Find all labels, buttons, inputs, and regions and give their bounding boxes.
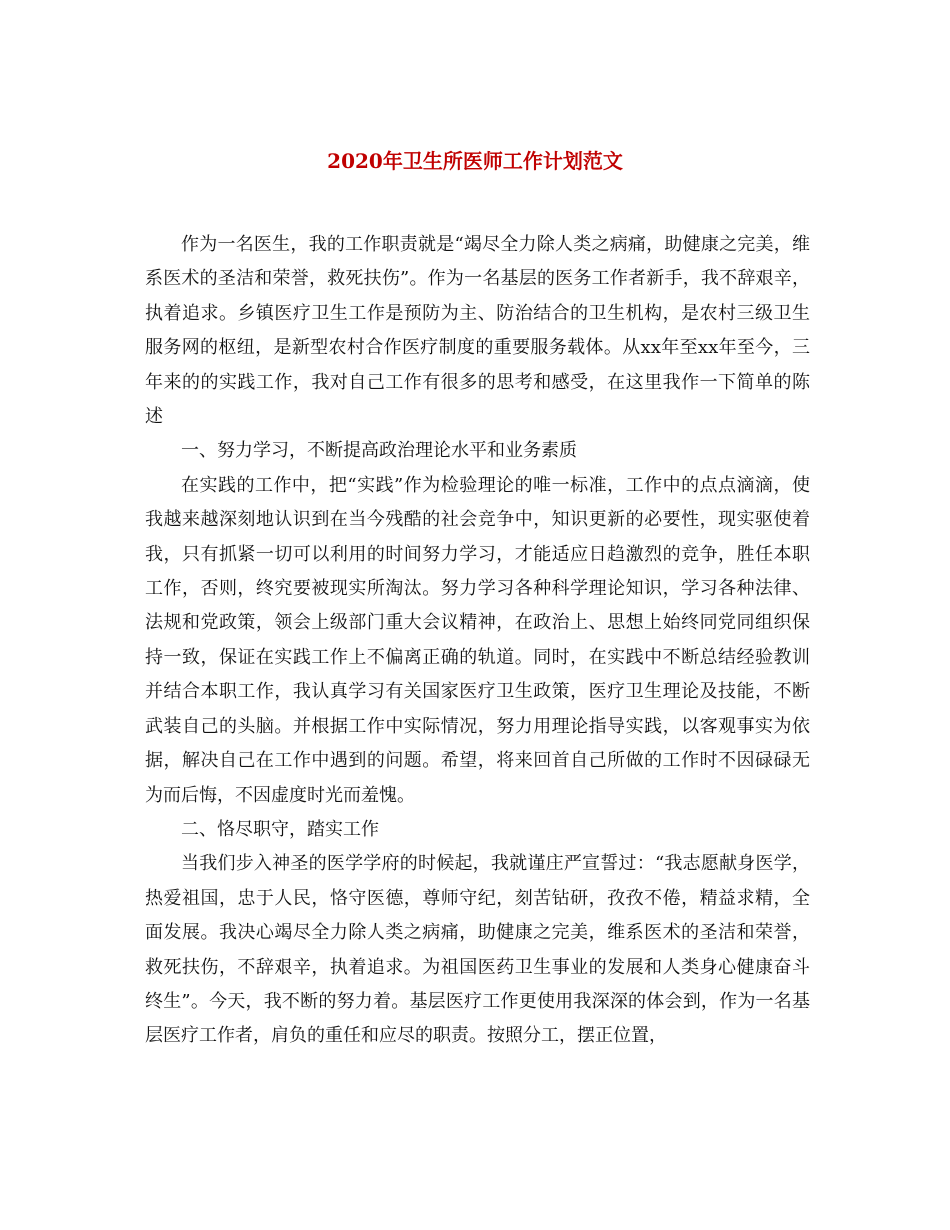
document-body bbox=[145, 228, 810, 1054]
section-1-paragraph: 在实践的工作中，把“实践”作为检验理论的唯一标准，工作中的点点滴滴，使我越来越深刻地认识到在当今残酷的社会竞争中，知识更新的必要性，现实驱使着我，只有抓紧一切可以利用的时间努力学习，才能适应日趋激烈的竞争，胜任本职工作，否则，终究要被现实所淘汰。努力学习各种科学理论知识，学习各种法律、法规和党政策，领会上级部门重大会议精神，在政治上、思想上始终同党同组织保持一致，保证在实践工作上不偏离正确的轨道。同时，在实践中不断总结经验教训并结合本职工作，我认真学习有关国家医疗卫生政策，医疗卫生理论及技能，不断武装自己的头脑。并根据工作中实际情况，努力用理论指导实践，以客观事实为依据，解决自己在工作中遇到的问题。希望，将来回首自己所做的工作时不因碌碌无为而后悔，不因虚度时光而羞愧。 bbox=[145, 474, 810, 806]
section-heading-1: 一、努力学习，不断提高政治理论水平和业务素质 bbox=[181, 440, 577, 462]
section-2-paragraph: 当我们步入神圣的医学学府的时候起，我就谨庄严宣誓过：“我志愿献身医学，热爱祖国，忠于人民，恪守医德，尊师守纪，刻苦钻研，孜孜不倦，精益求精，全面发展。我决心竭尽全力除人类之病痛，助健康之完美，维系医术的圣洁和荣誉，救死扶伤，不辞艰辛，执着追求。为祖国医药卫生事业的发展和人类身心健康奋斗终生”。今天，我不断的努力着。基层医疗工作更使用我深深的体会到，作为一名基层医疗工作者，肩负的重任和应尽的职责。按照分工，摆正位置， bbox=[145, 853, 810, 1047]
intro-paragraph: 作为一名医生，我的工作职责就是“竭尽全力除人类之病痛，助健康之完美，维系医术的圣洁和荣誉，救死扶伤”。作为一名基层的医务工作者新手，我不辞艰辛，执着追求。乡镇医疗卫生工作是预防为主、防治结合的卫生机构，是农村三级卫生服务网的枢纽，是新型农村合作医疗制度的重要服务载体。从xx年至xx年至今，三年来的的实践工作，我对自己工作有很多的思考和感受，在这里我作一下简单的陈述 bbox=[145, 234, 810, 428]
document-title: 2020年卫生所医师工作计划范文 bbox=[327, 149, 623, 173]
section-heading-2: 二、恪尽职守，踏实工作 bbox=[181, 818, 379, 840]
